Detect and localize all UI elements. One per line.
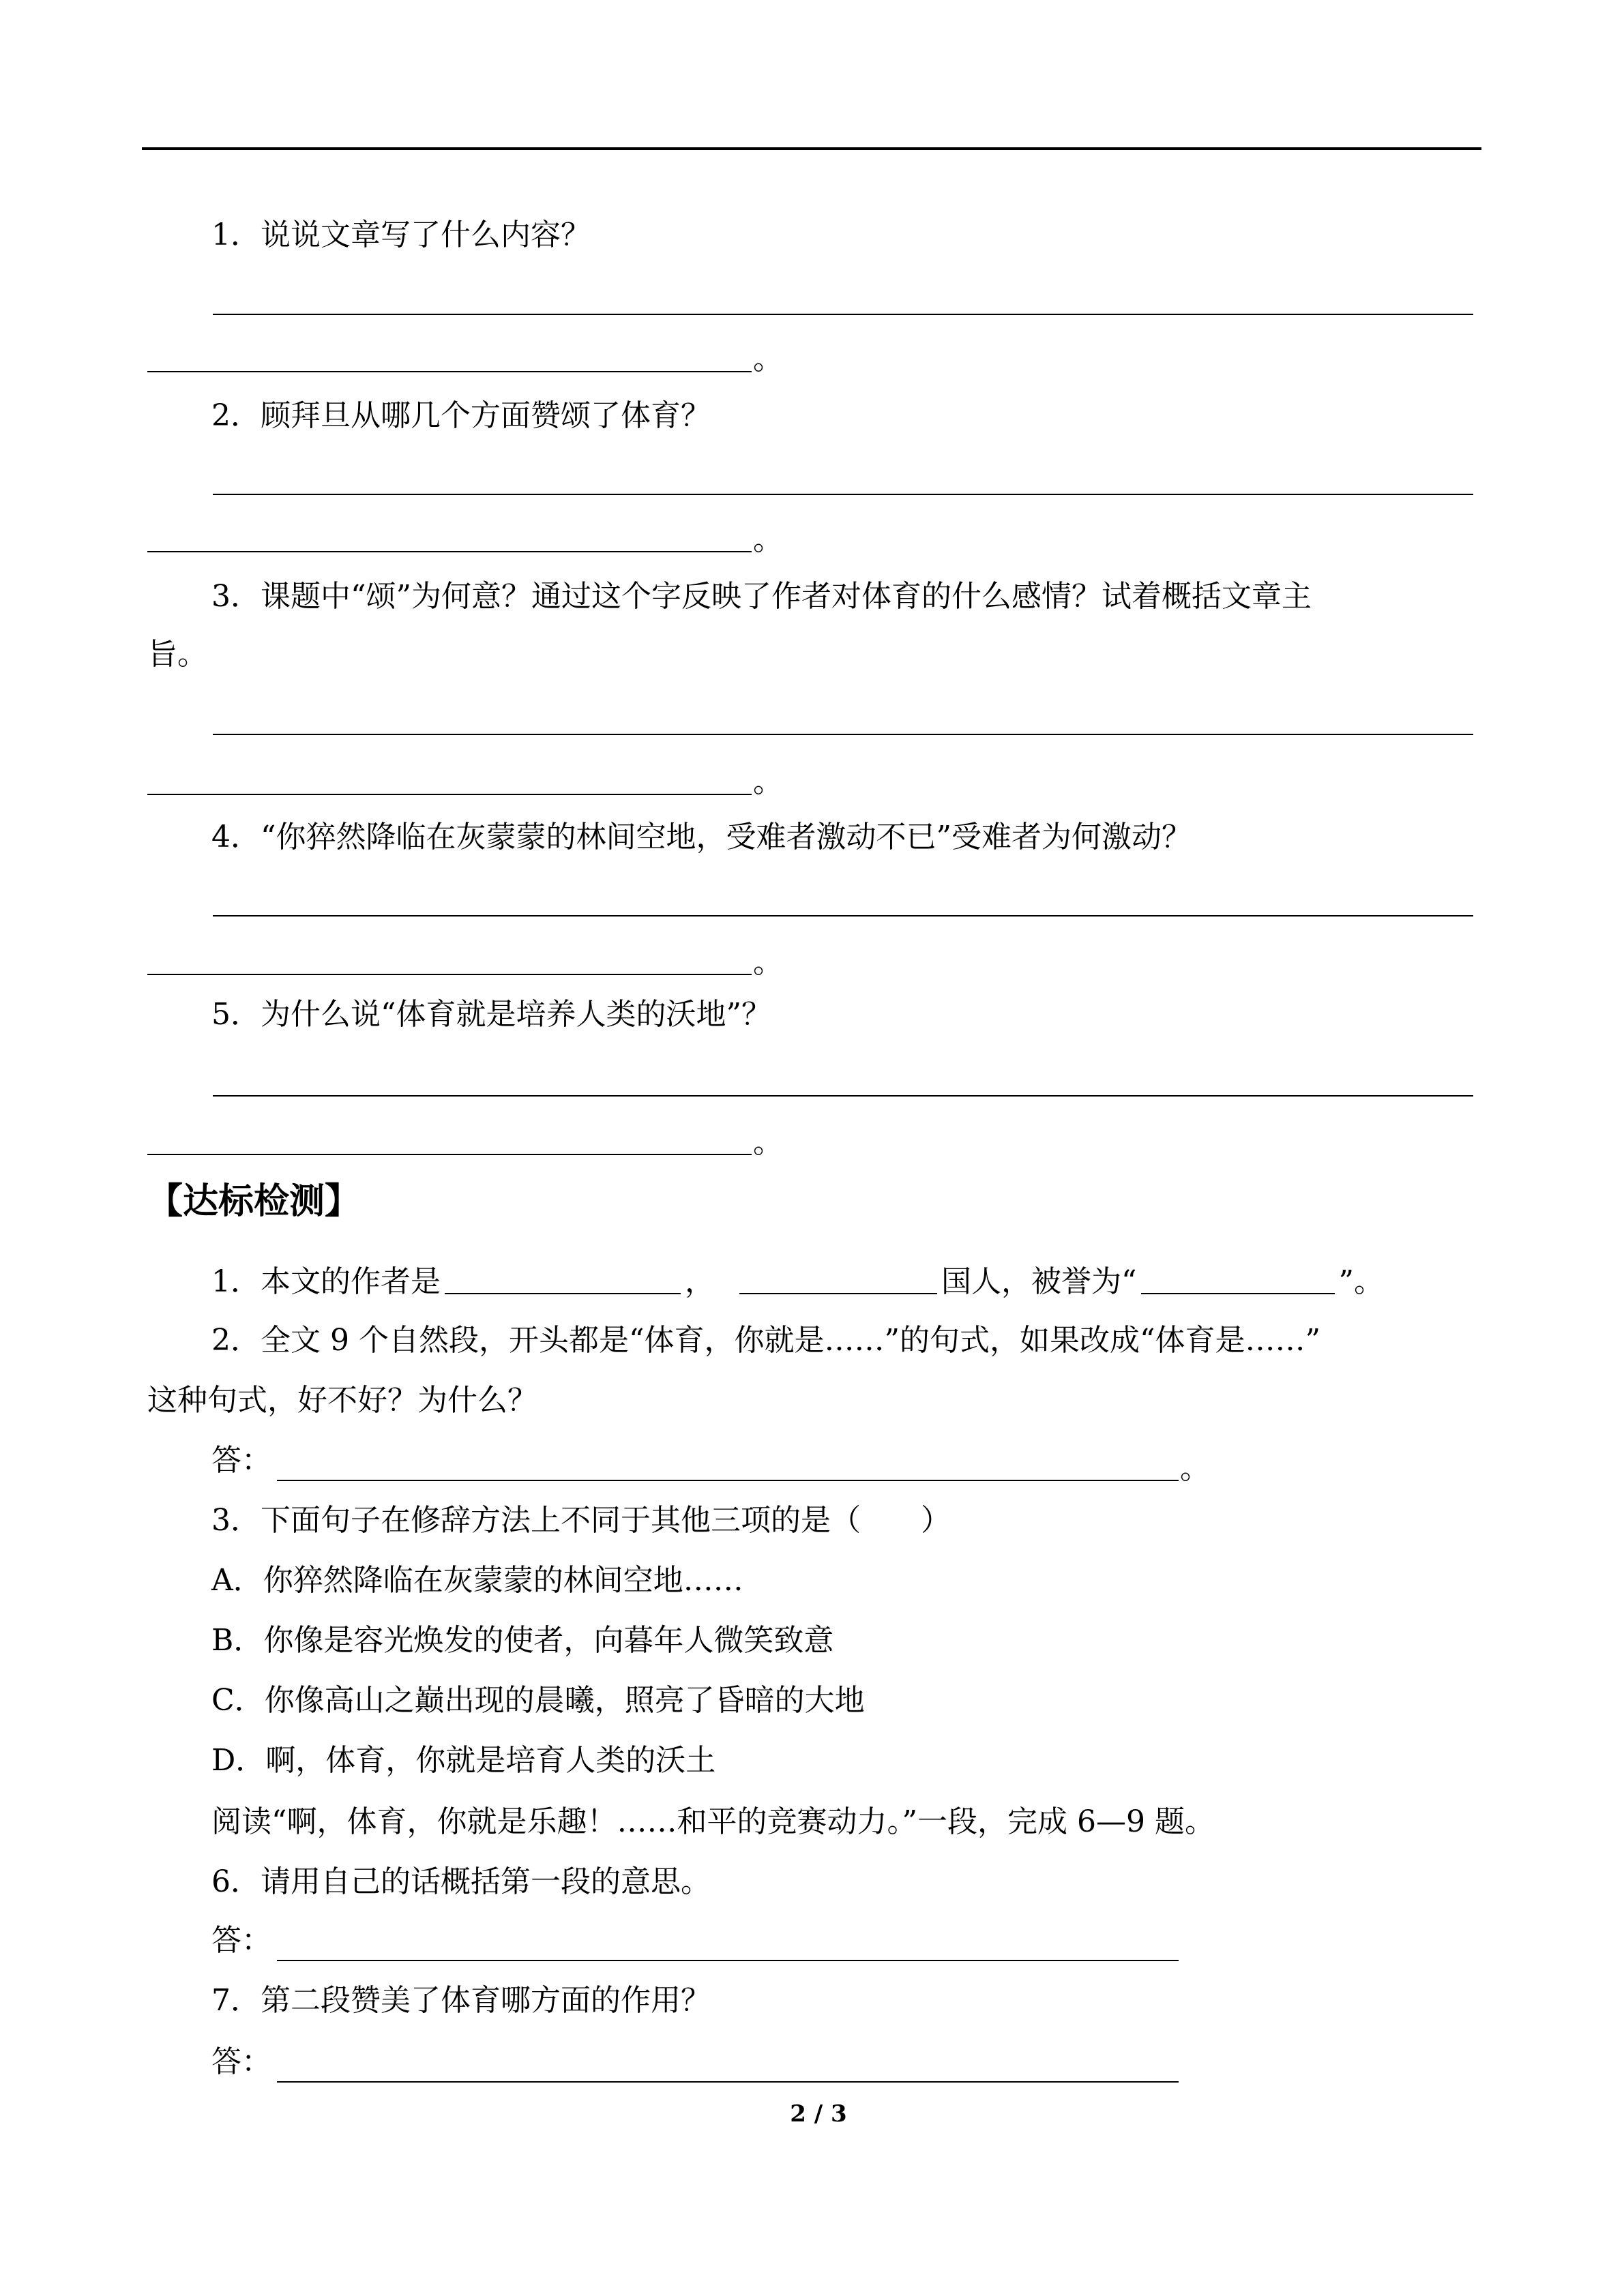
test-q1	[211, 1262, 1384, 1302]
answer-line-5a[interactable]	[213, 1095, 1473, 1097]
header-rule	[142, 147, 1481, 150]
question-4: 4．“你猝然降临在灰蒙蒙的林间空地，受难者激动不已”受难者为何激动？	[211, 820, 1192, 854]
answer-label-q6: 答：	[211, 1923, 271, 1958]
period-1: 。	[753, 342, 783, 376]
test-q1-part-c: 国人，被誉为“	[941, 1264, 1137, 1299]
test-q1-part-b: ，	[685, 1264, 715, 1299]
country-blank[interactable]	[739, 1263, 937, 1294]
test-q1-part-a: 1．本文的作者是	[211, 1264, 441, 1299]
answer-line-4b[interactable]	[147, 974, 752, 975]
question-1: 1．说说文章写了什么内容？	[211, 218, 591, 252]
answer-line-4a[interactable]	[213, 915, 1473, 916]
test-q6: 6．请用自己的话概括第一段的意思。	[211, 1864, 711, 1899]
option-d[interactable]: D．啊，体育，你就是培育人类的沃土	[211, 1743, 716, 1778]
test-q1-part-d: ”。	[1338, 1264, 1384, 1299]
question-3-cont: 旨。	[147, 637, 207, 672]
period-q2: 。	[1180, 1451, 1210, 1486]
period-5: 。	[753, 1125, 783, 1160]
period-4: 。	[753, 945, 783, 980]
answer-line-2a[interactable]	[213, 494, 1473, 495]
answer-line-3a[interactable]	[213, 734, 1473, 735]
question-5: 5．为什么说“体育就是培养人类的沃地”？	[211, 997, 771, 1032]
section-title: 【达标检测】	[147, 1181, 361, 1222]
answer-line-3b[interactable]	[147, 794, 752, 795]
test-q2: 2．全文 9 个自然段，开头都是“体育，你就是……”的句式，如果改成“体育是……”	[211, 1323, 1320, 1358]
answer-line-q6[interactable]	[277, 1960, 1179, 1961]
test-q7: 7．第二段赞美了体育哪方面的作用？	[211, 1983, 711, 2018]
test-q2-cont: 这种句式，好不好？为什么？	[147, 1383, 537, 1418]
question-3: 3．课题中“颂”为何意？通过这个字反映了作者对体育的什么感情？试着概括文章主	[211, 579, 1312, 614]
answer-line-q7[interactable]	[277, 2081, 1179, 2083]
period-3: 。	[753, 764, 783, 799]
author-blank[interactable]	[445, 1263, 681, 1294]
answer-line-1b[interactable]	[147, 371, 752, 372]
reading-instruction: 阅读“啊，体育，你就是乐趣！……和平的竞赛动力。”一段，完成 6—9 题。	[211, 1804, 1215, 1839]
period-2: 。	[753, 522, 783, 557]
answer-label-q2: 答：	[211, 1443, 271, 1478]
option-a[interactable]: A．你猝然降临在灰蒙蒙的林间空地……	[211, 1563, 743, 1598]
title-blank[interactable]	[1141, 1263, 1335, 1294]
answer-line-2b[interactable]	[147, 551, 752, 552]
answer-line-1a[interactable]	[213, 314, 1473, 315]
option-b[interactable]: B．你像是容光焕发的使者，向暮年人微笑致意	[211, 1623, 834, 1658]
option-c[interactable]: C．你像高山之巅出现的晨曦，照亮了昏暗的大地	[211, 1683, 865, 1718]
page-number: 2 / 3	[790, 2100, 847, 2128]
answer-line-5b[interactable]	[147, 1154, 752, 1155]
test-q3: 3．下面句子在修辞方法上不同于其他三项的是（ ）	[211, 1503, 951, 1538]
answer-label-q7: 答：	[211, 2044, 271, 2079]
answer-line-q2[interactable]	[277, 1480, 1179, 1481]
question-2: 2．顾拜旦从哪几个方面赞颂了体育？	[211, 398, 711, 433]
